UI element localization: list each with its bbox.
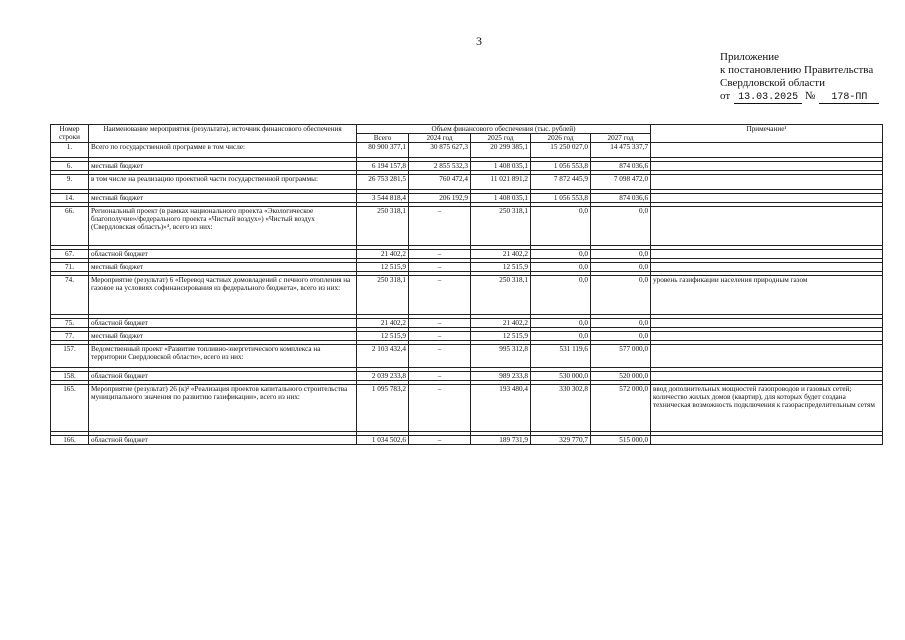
cell-2027: 0,0 <box>591 319 651 328</box>
cell-2024: – <box>409 372 471 381</box>
cell-2024: 30 875 627,3 <box>409 143 471 158</box>
cell-2026: 329 770,7 <box>531 436 591 445</box>
cell-total: 26 753 281,5 <box>357 175 409 190</box>
cell-row-number: 166. <box>51 436 89 445</box>
cell-2026: 0,0 <box>531 332 591 341</box>
cell-2025: 989 233,8 <box>471 372 531 381</box>
cell-row-number: 165. <box>51 385 89 432</box>
cell-2026: 530 000,0 <box>531 372 591 381</box>
cell-2026: 531 119,6 <box>531 345 591 368</box>
cell-2025: 995 312,8 <box>471 345 531 368</box>
cell-2025: 250 318,1 <box>471 276 531 315</box>
cell-2024: – <box>409 207 471 246</box>
cell-note: ввод дополнительных мощностей газопроводов и газовых сетей; количество жилых домов (квартир), для которых будет создана техническая возможность подключения к газораспределительным сетям <box>651 385 883 432</box>
header-volume: Объем финансового обеспечения (тыс. рублей) <box>357 125 651 134</box>
cell-row-number: 77. <box>51 332 89 341</box>
cell-name: в том числе на реализацию проектной части государственной программы: <box>89 175 357 190</box>
appendix-ref: к постановлению Правительства <box>720 64 874 76</box>
cell-name: местный бюджет <box>89 162 357 171</box>
cell-note <box>651 319 883 328</box>
cell-row-number: 74. <box>51 276 89 315</box>
cell-2027: 0,0 <box>591 332 651 341</box>
table-body <box>51 143 883 445</box>
cell-note <box>651 345 883 368</box>
table-row <box>51 385 883 432</box>
cell-2027: 0,0 <box>591 263 651 272</box>
table-row <box>51 332 883 341</box>
cell-total: 1 095 783,2 <box>357 385 409 432</box>
cell-2026: 0,0 <box>531 276 591 315</box>
cell-name: Всего по государственной программе в том числе: <box>89 143 357 158</box>
decree-date: 13.03.2025 <box>734 92 802 104</box>
from-label: от <box>720 90 731 102</box>
cell-2027: 515 000,0 <box>591 436 651 445</box>
cell-note <box>651 194 883 203</box>
cell-name: областной бюджет <box>89 250 357 259</box>
cell-name: Мероприятие (результат) 26 (к)² «Реализация проектов капитального строительства муниципального значения по развитию газификации», всего из них: <box>89 385 357 432</box>
cell-2026: 0,0 <box>531 263 591 272</box>
appendix-region: Свердловской области <box>720 77 825 89</box>
cell-note <box>651 207 883 246</box>
cell-2027: 577 000,0 <box>591 345 651 368</box>
cell-2027: 0,0 <box>591 207 651 246</box>
cell-name: областной бюджет <box>89 436 357 445</box>
header-2024: 2024 год <box>409 134 471 143</box>
cell-total: 12 515,9 <box>357 263 409 272</box>
cell-total: 80 900 377,1 <box>357 143 409 158</box>
cell-2024: – <box>409 250 471 259</box>
cell-note <box>651 332 883 341</box>
cell-2025: 21 402,2 <box>471 319 531 328</box>
cell-2025: 1 408 035,1 <box>471 194 531 203</box>
cell-2025: 12 515,9 <box>471 263 531 272</box>
cell-row-number: 9. <box>51 175 89 190</box>
cell-2027: 0,0 <box>591 250 651 259</box>
cell-2024: – <box>409 319 471 328</box>
cell-name: областной бюджет <box>89 372 357 381</box>
cell-row-number: 14. <box>51 194 89 203</box>
cell-2027: 0,0 <box>591 276 651 315</box>
cell-2027: 874 036,6 <box>591 194 651 203</box>
appendix-block <box>720 51 879 104</box>
header-2026: 2026 год <box>531 134 591 143</box>
table-row <box>51 250 883 259</box>
cell-name: местный бюджет <box>89 263 357 272</box>
cell-2025: 12 515,9 <box>471 332 531 341</box>
cell-note <box>651 175 883 190</box>
header-row-number: Номер строки <box>51 125 89 143</box>
cell-total: 3 544 818,4 <box>357 194 409 203</box>
table-row <box>51 143 883 158</box>
cell-total: 12 515,9 <box>357 332 409 341</box>
cell-2024: 760 472,4 <box>409 175 471 190</box>
decree-number: 178-ПП <box>819 92 879 104</box>
cell-2024: – <box>409 332 471 341</box>
cell-row-number: 6. <box>51 162 89 171</box>
cell-2026: 1 056 553,8 <box>531 162 591 171</box>
cell-name: Региональный проект (в рамках национального проекта «Экологическое благополучие»/федерального проекта «Чистый воздух») «Чистый воздух (Свердловская область)»⁴, всего из них: <box>89 207 357 246</box>
cell-2025: 193 480,4 <box>471 385 531 432</box>
header-note: Примечание¹ <box>651 125 883 143</box>
cell-row-number: 75. <box>51 319 89 328</box>
cell-note <box>651 263 883 272</box>
cell-2026: 0,0 <box>531 207 591 246</box>
cell-total: 6 194 157,8 <box>357 162 409 171</box>
cell-2026: 15 250 027,0 <box>531 143 591 158</box>
cell-2024: 206 192,9 <box>409 194 471 203</box>
cell-note: уровень газификации населения природным газом <box>651 276 883 315</box>
cell-2025: 1 408 035,1 <box>471 162 531 171</box>
cell-note <box>651 436 883 445</box>
number-label: № <box>804 90 816 102</box>
table-row <box>51 207 883 246</box>
cell-note <box>651 250 883 259</box>
cell-2026: 330 302,8 <box>531 385 591 432</box>
cell-2026: 0,0 <box>531 250 591 259</box>
cell-2026: 7 872 445,9 <box>531 175 591 190</box>
cell-2024: – <box>409 345 471 368</box>
cell-2024: – <box>409 436 471 445</box>
cell-2025: 250 318,1 <box>471 207 531 246</box>
appendix-date-line <box>720 90 879 104</box>
cell-row-number: 71. <box>51 263 89 272</box>
cell-2026: 1 056 553,8 <box>531 194 591 203</box>
cell-2025: 189 731,9 <box>471 436 531 445</box>
cell-2025: 11 021 891,2 <box>471 175 531 190</box>
cell-2025: 20 299 385,1 <box>471 143 531 158</box>
cell-2027: 7 098 472,0 <box>591 175 651 190</box>
cell-row-number: 67. <box>51 250 89 259</box>
cell-2026: 0,0 <box>531 319 591 328</box>
appendix-title: Приложение <box>720 51 780 63</box>
cell-name: Ведомственный проект «Развитие топливно-энергетического комплекса на территории Свердловской области», всего из них: <box>89 345 357 368</box>
table-row <box>51 372 883 381</box>
table-row <box>51 276 883 315</box>
cell-note <box>651 372 883 381</box>
header-2025: 2025 год <box>471 134 531 143</box>
cell-2027: 572 000,0 <box>591 385 651 432</box>
cell-row-number: 158. <box>51 372 89 381</box>
table-row <box>51 345 883 368</box>
cell-total: 2 103 432,4 <box>357 345 409 368</box>
cell-row-number: 157. <box>51 345 89 368</box>
cell-total: 2 039 233,8 <box>357 372 409 381</box>
cell-name: местный бюджет <box>89 194 357 203</box>
cell-name: местный бюджет <box>89 332 357 341</box>
cell-total: 1 034 502,6 <box>357 436 409 445</box>
cell-row-number: 1. <box>51 143 89 158</box>
table-row <box>51 194 883 203</box>
cell-2024: – <box>409 276 471 315</box>
cell-total: 250 318,1 <box>357 276 409 315</box>
cell-2027: 520 000,0 <box>591 372 651 381</box>
cell-note <box>651 143 883 158</box>
table-row <box>51 263 883 272</box>
cell-note <box>651 162 883 171</box>
cell-2024: – <box>409 263 471 272</box>
cell-2027: 14 475 337,7 <box>591 143 651 158</box>
table-row <box>51 436 883 445</box>
header-total: Всего <box>357 134 409 143</box>
table-row <box>51 175 883 190</box>
page-number: 3 <box>476 34 482 48</box>
header-2027: 2027 год <box>591 134 651 143</box>
cell-name: Мероприятие (результат) 6 «Перевод частных домовладений с печного отопления на газовое на условиях софинансирования из федерального бюджета», всего из них: <box>89 276 357 315</box>
table-row <box>51 319 883 328</box>
header-name: Наименование мероприятия (результата), источник финансового обеспечения <box>89 125 357 143</box>
cell-2025: 21 402,2 <box>471 250 531 259</box>
cell-2027: 874 036,6 <box>591 162 651 171</box>
cell-total: 21 402,2 <box>357 250 409 259</box>
cell-total: 250 318,1 <box>357 207 409 246</box>
cell-row-number: 66. <box>51 207 89 246</box>
financing-table <box>50 124 883 445</box>
table-row <box>51 162 883 171</box>
cell-total: 21 402,2 <box>357 319 409 328</box>
cell-name: областной бюджет <box>89 319 357 328</box>
cell-2024: – <box>409 385 471 432</box>
cell-2024: 2 855 532,3 <box>409 162 471 171</box>
